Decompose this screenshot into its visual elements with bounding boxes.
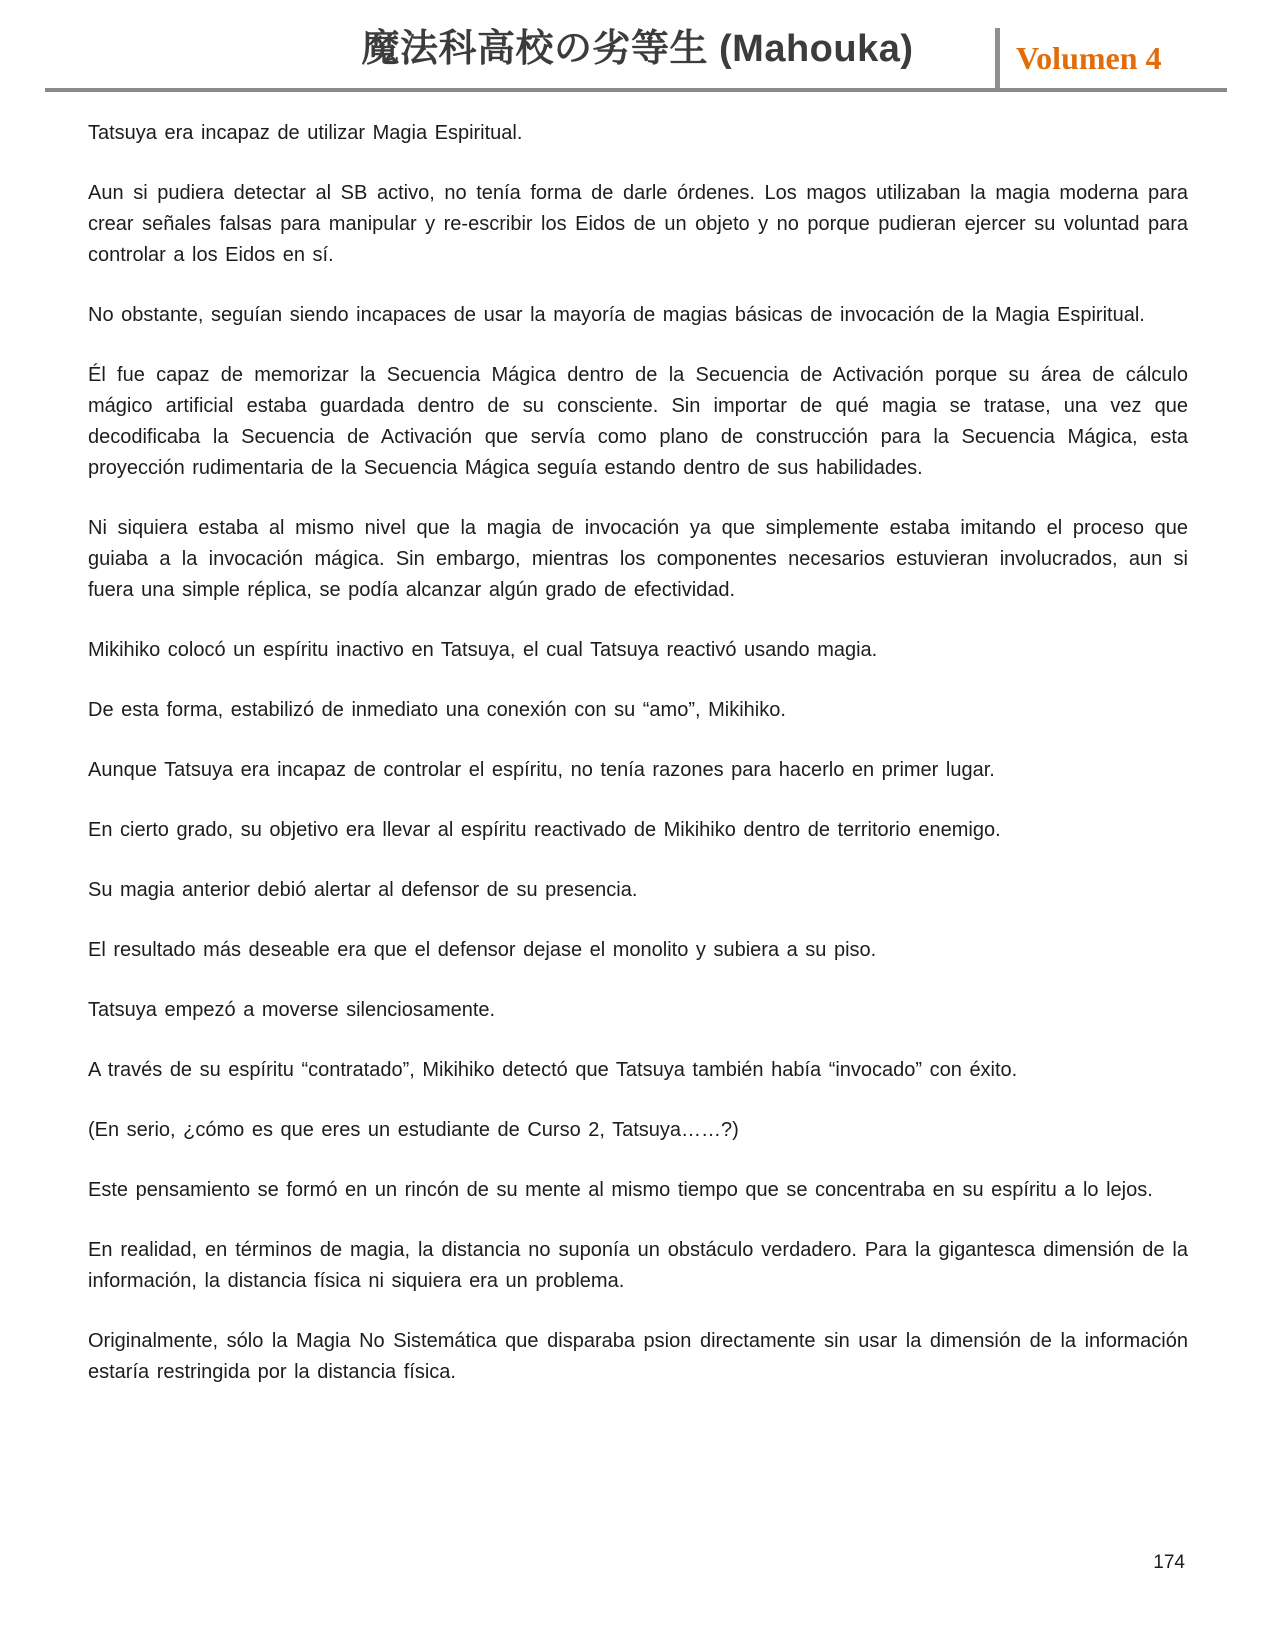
- paragraph: Este pensamiento se formó en un rincón de su mente al mismo tiempo que se concentraba en su espíritu a lo lejos.: [88, 1179, 1153, 1201]
- paragraph: Ni siquiera estaba al mismo nivel que la magia de invocación ya que simplemente estaba imitando el proceso que guiaba a la invocación mágica. Sin embargo, mientras los componentes necesarios estuvieran involucrados, aun si fuera una simple réplica, se podía alcanzar algún grado de efectividad.: [88, 517, 1188, 601]
- page-header: [0, 0, 1275, 92]
- paragraph: Tatsuya era incapaz de utilizar Magia Espiritual.: [88, 122, 523, 144]
- paragraph: Originalmente, sólo la Magia No Sistemática que disparaba psion directamente sin usar la dimensión de la información estaría restringida por la distancia física.: [88, 1330, 1188, 1383]
- paragraph: Aunque Tatsuya era incapaz de controlar el espíritu, no tenía razones para hacerlo en primer lugar.: [88, 759, 995, 781]
- page-body: [88, 118, 1188, 1417]
- paragraph: Mikihiko colocó un espíritu inactivo en Tatsuya, el cual Tatsuya reactivó usando magia.: [88, 639, 878, 661]
- paragraph: Tatsuya empezó a moverse silenciosamente.: [88, 999, 496, 1021]
- paragraph: Él fue capaz de memorizar la Secuencia Mágica dentro de la Secuencia de Activación porque su área de cálculo mágico artificial estaba guardada dentro de su consciente. Sin importar de qué magia se tratase, una vez que decodificaba la Secuencia de Activación que servía como plano de construcción para la Secuencia Mágica, esta proyección rudimentaria de la Secuencia Mágica seguía estando dentro de sus habilidades.: [88, 364, 1188, 479]
- page-number: 174: [1153, 1552, 1185, 1573]
- document-title-japanese: 魔法科高校の劣等生: [361, 28, 708, 70]
- volume-label: Volumen 4: [995, 28, 1162, 88]
- page-footer: [1153, 1552, 1185, 1574]
- header-rule: [45, 88, 1227, 92]
- paragraph: No obstante, seguían siendo incapaces de usar la mayoría de magias básicas de invocación de la Magia Espiritual.: [88, 304, 1145, 326]
- paragraph: Aun si pudiera detectar al SB activo, no tenía forma de darle órdenes. Los magos utilizaban la magia moderna para crear señales falsas para manipular y re-escribir los Eidos de un objeto y no porque pudieran ejercer su voluntad para controlar a los Eidos en sí.: [88, 182, 1188, 266]
- paragraph: En cierto grado, su objetivo era llevar al espíritu reactivado de Mikihiko dentro de territorio enemigo.: [88, 819, 1001, 841]
- document-title-latin: (Mahouka): [707, 28, 914, 70]
- paragraph: El resultado más deseable era que el defensor dejase el monolito y subiera a su piso.: [88, 939, 877, 961]
- paragraph: A través de su espíritu “contratado”, Mikihiko detectó que Tatsuya también había “invocado” con éxito.: [88, 1059, 1018, 1081]
- paragraph: (En serio, ¿cómo es que eres un estudiante de Curso 2, Tatsuya……?): [88, 1119, 739, 1141]
- paragraph: Su magia anterior debió alertar al defensor de su presencia.: [88, 879, 638, 901]
- paragraph: En realidad, en términos de magia, la distancia no suponía un obstáculo verdadero. Para la gigantesca dimensión de la información, la distancia física ni siquiera era un problema.: [88, 1239, 1188, 1292]
- paragraph: De esta forma, estabilizó de inmediato una conexión con su “amo”, Mikihiko.: [88, 699, 786, 721]
